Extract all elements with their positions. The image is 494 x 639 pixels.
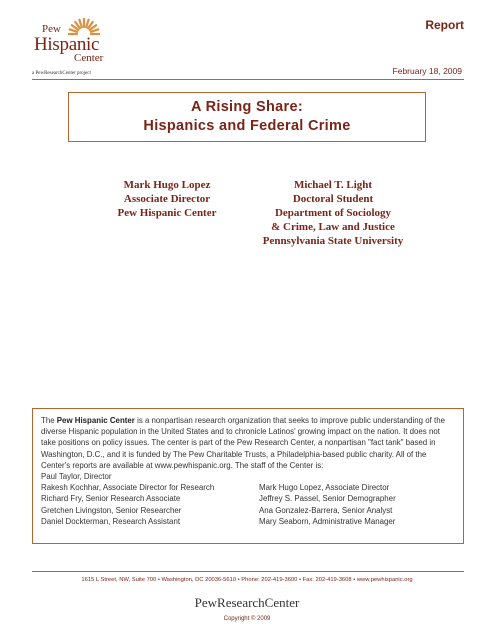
about-text: is a nonpartisan research organization that seeks to improve public understanding of the diverse Hispanic population in the United States and to chronicle Latinos' growing impact on the nation. It does not take positions on policy issues. The center is part of the Pew Research Center, a nonpartisan "fact tank" based in Washington, D.C., and it is funded by The Pew Charitable Trusts, a Philadelphia-based public charity. All of the Center's reports are available at www.pewhispanic.org. The staff of the Center is: — [41, 416, 445, 470]
staff-member: Gretchen Livingston, Senior Researcher — [41, 505, 182, 515]
footer-address: 1615 L Street, NW, Suite 700 • Washington, DC 20036-5610 • Phone: 202-419-3600 • Fax: 202-419-3608 • www.pewhispanic.org — [81, 577, 413, 583]
staff-member: Mark Hugo Lopez, Associate Director — [259, 483, 390, 493]
author-role: Doctoral Student — [292, 193, 374, 205]
logo-pew-text: Pew — [42, 23, 61, 35]
about-center-box — [32, 408, 464, 544]
staff-director: Paul Taylor, Director — [41, 472, 112, 482]
staff-row — [41, 482, 455, 493]
logo-hispanic-text: Hispanic — [34, 34, 100, 55]
sunburst-ray — [79, 20, 81, 28]
staff-member: Daniel Dockterman, Research Assistant — [41, 516, 181, 526]
author-affiliation: Department of Sociology — [274, 207, 392, 219]
staff-member: Mary Seaborn, Administrative Manager — [259, 516, 396, 526]
staff-row — [41, 505, 455, 516]
staff-member: Richard Fry, Senior Research Associate — [41, 494, 181, 504]
about-description: The Pew Hispanic Center is a nonpartisan research organization that seeks to improve public understanding of the diverse Hispanic population in the United States and to chronicle Latinos' growing impact on the nation. It does not take positions on policy issues. The center is part of the Pew Research Center, a nonpartisan "fact tank" based in Washington, D.C., and it is funded by The Pew Charitable Trusts, a Philadelphia-based public charity. All of the Center's reports are available at www.pewhispanic.org. The staff of the Center is: — [41, 416, 445, 470]
sunburst-icon — [69, 19, 99, 34]
author-name: Michael T. Light — [293, 179, 373, 191]
author-name: Mark Hugo Lopez — [123, 179, 211, 191]
staff-member: Jeffrey S. Passel, Senior Demographer — [259, 494, 396, 504]
pew-research-center-logo: PewResearchCenter — [194, 595, 300, 610]
sunburst-ray — [86, 20, 88, 28]
author-affiliation: Pennsylvania State University — [262, 235, 404, 247]
staff-row — [41, 493, 455, 504]
author-affiliation: & Crime, Law and Justice — [271, 221, 395, 233]
org-name: Pew Hispanic Center — [56, 416, 135, 425]
title-box — [68, 92, 426, 142]
footer-copyright: Copyright © 2009 — [223, 616, 271, 622]
staff-member: Ana Gonzalez-Barrera, Senior Analyst — [259, 505, 393, 515]
report-label: Report — [425, 18, 464, 32]
author-2 — [248, 178, 418, 248]
title-line-1: A Rising Share: — [191, 99, 303, 115]
staff-member: Rakesh Kochhar, Associate Director for Research — [41, 483, 215, 493]
author-1 — [92, 178, 242, 220]
sunburst-ray — [70, 29, 78, 31]
logo-tagline: a PewResearchCenter project — [32, 71, 91, 76]
staff-row — [41, 516, 455, 527]
report-date: February 18, 2009 — [392, 66, 462, 76]
logo-center-text: Center — [74, 52, 104, 64]
author-affiliation: Pew Hispanic Center — [117, 207, 217, 219]
title-line-2: Hispanics and Federal Crime — [143, 118, 351, 134]
header-divider — [32, 79, 464, 80]
sunburst-ray — [91, 29, 99, 31]
footer-divider — [32, 571, 464, 572]
author-role: Associate Director — [123, 193, 211, 205]
